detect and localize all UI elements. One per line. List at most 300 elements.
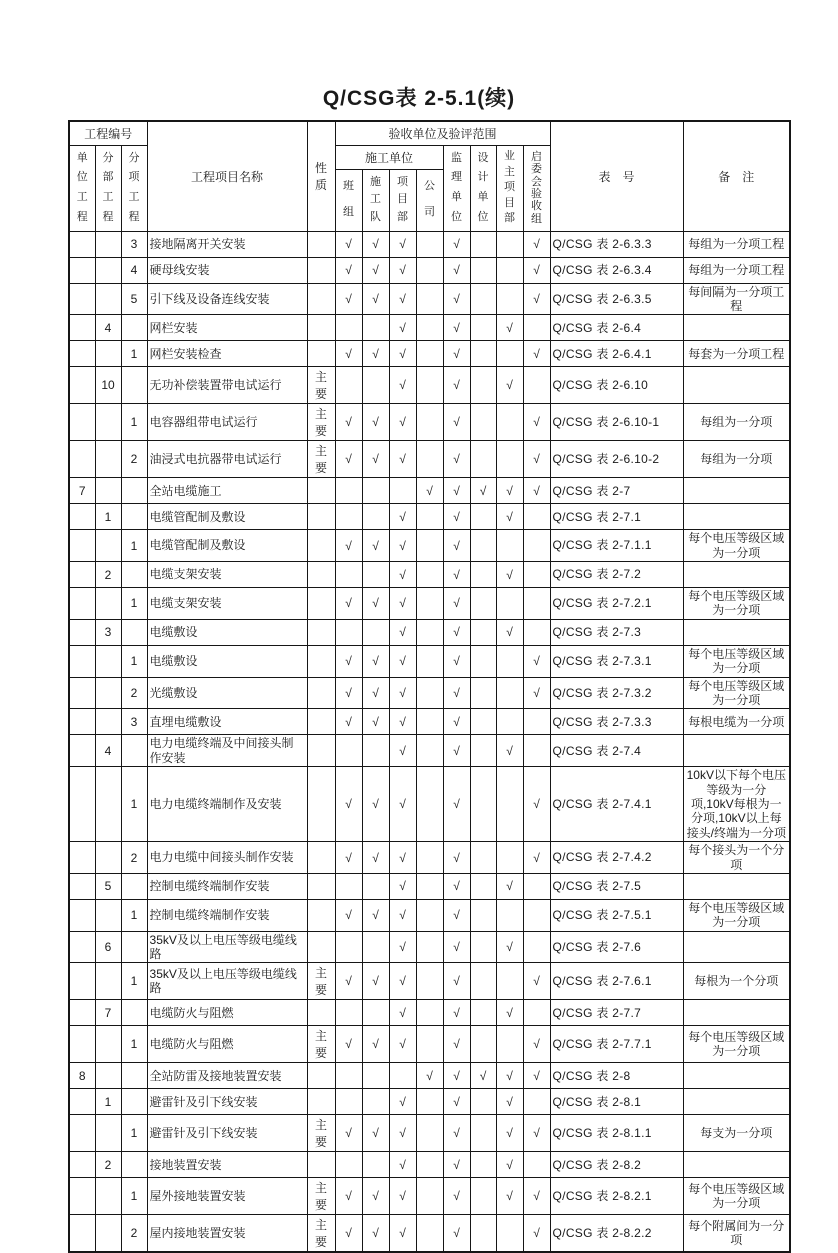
check-startup-committee bbox=[523, 504, 550, 530]
check-project-dept: √ bbox=[389, 257, 416, 283]
nature-cell bbox=[307, 677, 335, 709]
check-team bbox=[335, 619, 362, 645]
check-owner-project-dept bbox=[496, 231, 523, 257]
check-company bbox=[416, 1089, 443, 1115]
nature-cell bbox=[307, 1063, 335, 1089]
item-project-no: 1 bbox=[121, 530, 147, 562]
table-row bbox=[69, 1089, 790, 1115]
form-no-cell: Q/CSG 表 2-7.5 bbox=[550, 873, 683, 899]
unit-project-no: 8 bbox=[69, 1063, 95, 1089]
check-team: √ bbox=[335, 530, 362, 562]
check-crew bbox=[362, 1000, 389, 1026]
check-crew: √ bbox=[362, 645, 389, 677]
check-design-unit: √ bbox=[470, 478, 496, 504]
check-project-dept: √ bbox=[389, 367, 416, 404]
project-name-cell: 电缆防火与阻燃 bbox=[147, 1000, 307, 1026]
project-name-cell: 接地装置安装 bbox=[147, 1152, 307, 1178]
remark-cell: 每个电压等级区域为一分项 bbox=[683, 530, 790, 562]
table-row bbox=[69, 677, 790, 709]
nature-cell bbox=[307, 709, 335, 735]
project-name-cell: 硬母线安装 bbox=[147, 257, 307, 283]
item-project-no bbox=[121, 478, 147, 504]
project-name-cell: 引下线及设备连线安装 bbox=[147, 283, 307, 315]
nature-cell bbox=[307, 283, 335, 315]
form-no-cell: Q/CSG 表 2-7.1 bbox=[550, 504, 683, 530]
form-no-cell: Q/CSG 表 2-7.3.3 bbox=[550, 709, 683, 735]
nature-cell bbox=[307, 899, 335, 931]
check-project-dept: √ bbox=[389, 1178, 416, 1215]
remark-header: 备 注 bbox=[683, 121, 790, 231]
unit-project-no bbox=[69, 735, 95, 767]
check-company bbox=[416, 231, 443, 257]
project-name-header: 工程项目名称 bbox=[147, 121, 307, 231]
table-row bbox=[69, 562, 790, 588]
nature-cell bbox=[307, 619, 335, 645]
form-no-cell: Q/CSG 表 2-7.5.1 bbox=[550, 899, 683, 931]
check-team: √ bbox=[335, 1026, 362, 1063]
check-team bbox=[335, 1152, 362, 1178]
unit-project-no bbox=[69, 767, 95, 842]
check-project-dept: √ bbox=[389, 645, 416, 677]
check-startup-committee bbox=[523, 588, 550, 620]
check-owner-project-dept: √ bbox=[496, 735, 523, 767]
division-project-no: 1 bbox=[95, 1089, 121, 1115]
check-design-unit bbox=[470, 677, 496, 709]
remark-cell bbox=[683, 504, 790, 530]
startup-committee-label: 启委会验收组 bbox=[531, 150, 543, 225]
check-supervision-unit: √ bbox=[443, 315, 470, 341]
remark-cell: 每组为一分项工程 bbox=[683, 231, 790, 257]
check-team: √ bbox=[335, 677, 362, 709]
check-company bbox=[416, 1026, 443, 1063]
supervision-unit-label: 监理单位 bbox=[451, 151, 463, 223]
check-crew: √ bbox=[362, 1115, 389, 1152]
division-project-no: 2 bbox=[95, 1152, 121, 1178]
check-company bbox=[416, 619, 443, 645]
division-project-no bbox=[95, 1063, 121, 1089]
table-row bbox=[69, 1215, 790, 1253]
remark-cell: 每个接头为一个分项 bbox=[683, 842, 790, 874]
design-unit-label: 设计单位 bbox=[477, 151, 489, 223]
unit-project-no bbox=[69, 1152, 95, 1178]
project-name-cell: 直埋电缆敷设 bbox=[147, 709, 307, 735]
form-no-cell: Q/CSG 表 2-7.6.1 bbox=[550, 963, 683, 1000]
table-row bbox=[69, 1178, 790, 1215]
check-team: √ bbox=[335, 257, 362, 283]
nature-cell bbox=[307, 562, 335, 588]
check-team: √ bbox=[335, 588, 362, 620]
division-project-no: 3 bbox=[95, 619, 121, 645]
item-project-no bbox=[121, 367, 147, 404]
construction-unit-header: 施工单位 bbox=[335, 145, 443, 169]
table-row bbox=[69, 315, 790, 341]
check-company bbox=[416, 530, 443, 562]
check-supervision-unit: √ bbox=[443, 1026, 470, 1063]
division-project-no bbox=[95, 588, 121, 620]
check-startup-committee bbox=[523, 367, 550, 404]
check-project-dept: √ bbox=[389, 315, 416, 341]
remark-cell bbox=[683, 873, 790, 899]
division-project-no bbox=[95, 1215, 121, 1253]
nature-cell: 主要 bbox=[307, 441, 335, 478]
check-owner-project-dept bbox=[496, 645, 523, 677]
check-project-dept: √ bbox=[389, 404, 416, 441]
item-project-no: 1 bbox=[121, 767, 147, 842]
check-supervision-unit: √ bbox=[443, 619, 470, 645]
check-crew bbox=[362, 315, 389, 341]
nature-cell bbox=[307, 931, 335, 963]
division-project-no bbox=[95, 257, 121, 283]
item-project-no: 1 bbox=[121, 1115, 147, 1152]
check-company bbox=[416, 441, 443, 478]
check-crew: √ bbox=[362, 283, 389, 315]
table-row bbox=[69, 735, 790, 767]
form-no-cell: Q/CSG 表 2-8.2.2 bbox=[550, 1215, 683, 1253]
check-supervision-unit: √ bbox=[443, 1178, 470, 1215]
form-no-cell: Q/CSG 表 2-6.3.4 bbox=[550, 257, 683, 283]
check-design-unit bbox=[470, 899, 496, 931]
check-supervision-unit: √ bbox=[443, 963, 470, 1000]
check-owner-project-dept: √ bbox=[496, 367, 523, 404]
check-crew: √ bbox=[362, 441, 389, 478]
unit-project-no bbox=[69, 842, 95, 874]
check-supervision-unit: √ bbox=[443, 441, 470, 478]
item-project-no: 1 bbox=[121, 645, 147, 677]
check-supervision-unit: √ bbox=[443, 645, 470, 677]
check-startup-committee bbox=[523, 315, 550, 341]
check-project-dept: √ bbox=[389, 530, 416, 562]
check-owner-project-dept: √ bbox=[496, 1063, 523, 1089]
division-project-no bbox=[95, 677, 121, 709]
item-project-no: 2 bbox=[121, 1215, 147, 1253]
check-owner-project-dept bbox=[496, 588, 523, 620]
check-team: √ bbox=[335, 404, 362, 441]
team-label: 班组 bbox=[343, 180, 355, 218]
check-owner-project-dept: √ bbox=[496, 478, 523, 504]
division-project-no bbox=[95, 231, 121, 257]
division-project-no: 10 bbox=[95, 367, 121, 404]
nature-cell bbox=[307, 842, 335, 874]
table-row bbox=[69, 367, 790, 404]
check-company bbox=[416, 1115, 443, 1152]
check-company bbox=[416, 404, 443, 441]
nature-cell bbox=[307, 231, 335, 257]
check-company bbox=[416, 1215, 443, 1253]
check-team: √ bbox=[335, 1215, 362, 1253]
check-design-unit bbox=[470, 645, 496, 677]
check-supervision-unit: √ bbox=[443, 677, 470, 709]
check-project-dept: √ bbox=[389, 441, 416, 478]
check-project-dept: √ bbox=[389, 341, 416, 367]
project-name-cell: 接地隔离开关安装 bbox=[147, 231, 307, 257]
check-supervision-unit: √ bbox=[443, 367, 470, 404]
item-project-no bbox=[121, 562, 147, 588]
check-supervision-unit: √ bbox=[443, 709, 470, 735]
check-design-unit bbox=[470, 341, 496, 367]
check-owner-project-dept bbox=[496, 441, 523, 478]
owner-project-dept-label: 业主项目部 bbox=[504, 149, 516, 225]
check-crew bbox=[362, 367, 389, 404]
remark-cell bbox=[683, 315, 790, 341]
check-team bbox=[335, 478, 362, 504]
check-crew bbox=[362, 1063, 389, 1089]
remark-cell bbox=[683, 619, 790, 645]
form-no-cell: Q/CSG 表 2-7.7.1 bbox=[550, 1026, 683, 1063]
check-company: √ bbox=[416, 1063, 443, 1089]
check-company bbox=[416, 899, 443, 931]
project-name-cell: 全站防雷及接地装置安装 bbox=[147, 1063, 307, 1089]
check-team bbox=[335, 504, 362, 530]
check-owner-project-dept: √ bbox=[496, 1115, 523, 1152]
remark-cell: 10kV以下每个电压等级为一分项,10kV每根为一分项,10kV以上每接头/终端为一分项 bbox=[683, 767, 790, 842]
unit-project-no bbox=[69, 1178, 95, 1215]
item-project-no: 1 bbox=[121, 404, 147, 441]
acceptance-table bbox=[68, 120, 791, 1253]
table-body bbox=[69, 231, 790, 1252]
check-team: √ bbox=[335, 1115, 362, 1152]
form-no-cell: Q/CSG 表 2-6.10-1 bbox=[550, 404, 683, 441]
form-no-cell: Q/CSG 表 2-6.4.1 bbox=[550, 341, 683, 367]
check-team: √ bbox=[335, 899, 362, 931]
check-project-dept: √ bbox=[389, 931, 416, 963]
check-project-dept: √ bbox=[389, 1089, 416, 1115]
table-row bbox=[69, 504, 790, 530]
division-project-no bbox=[95, 767, 121, 842]
check-design-unit bbox=[470, 735, 496, 767]
check-team: √ bbox=[335, 645, 362, 677]
check-design-unit bbox=[470, 504, 496, 530]
nature-cell bbox=[307, 767, 335, 842]
table-row bbox=[69, 1063, 790, 1089]
check-supervision-unit: √ bbox=[443, 478, 470, 504]
check-crew: √ bbox=[362, 588, 389, 620]
form-no-cell: Q/CSG 表 2-6.3.3 bbox=[550, 231, 683, 257]
check-owner-project-dept: √ bbox=[496, 619, 523, 645]
check-design-unit bbox=[470, 367, 496, 404]
nature-cell: 主要 bbox=[307, 1178, 335, 1215]
check-startup-committee: √ bbox=[523, 645, 550, 677]
project-name-cell: 无功补偿装置带电试运行 bbox=[147, 367, 307, 404]
project-dept-header bbox=[389, 169, 416, 231]
check-startup-committee: √ bbox=[523, 283, 550, 315]
table-row bbox=[69, 1152, 790, 1178]
check-team: √ bbox=[335, 767, 362, 842]
check-supervision-unit: √ bbox=[443, 735, 470, 767]
check-design-unit bbox=[470, 283, 496, 315]
nature-cell bbox=[307, 1000, 335, 1026]
table-row bbox=[69, 1115, 790, 1152]
check-company bbox=[416, 562, 443, 588]
check-crew: √ bbox=[362, 963, 389, 1000]
check-crew: √ bbox=[362, 767, 389, 842]
check-design-unit bbox=[470, 1089, 496, 1115]
remark-cell: 每个电压等级区域为一分项 bbox=[683, 645, 790, 677]
item-project-no: 1 bbox=[121, 899, 147, 931]
table-row bbox=[69, 257, 790, 283]
check-company bbox=[416, 341, 443, 367]
check-project-dept: √ bbox=[389, 963, 416, 1000]
check-supervision-unit: √ bbox=[443, 562, 470, 588]
item-project-no bbox=[121, 1152, 147, 1178]
unit-project-header bbox=[69, 145, 95, 231]
project-name-cell: 电力电缆终端制作及安装 bbox=[147, 767, 307, 842]
division-project-no bbox=[95, 441, 121, 478]
nature-cell bbox=[307, 315, 335, 341]
check-team bbox=[335, 315, 362, 341]
check-supervision-unit: √ bbox=[443, 257, 470, 283]
check-supervision-unit: √ bbox=[443, 404, 470, 441]
project-name-cell: 光缆敷设 bbox=[147, 677, 307, 709]
remark-cell: 每个电压等级区域为一分项 bbox=[683, 899, 790, 931]
company-header bbox=[416, 169, 443, 231]
unit-project-no bbox=[69, 562, 95, 588]
check-team bbox=[335, 873, 362, 899]
company-label: 公司 bbox=[424, 180, 436, 218]
project-name-cell: 控制电缆终端制作安装 bbox=[147, 873, 307, 899]
check-company bbox=[416, 963, 443, 1000]
check-project-dept: √ bbox=[389, 1026, 416, 1063]
unit-project-no bbox=[69, 677, 95, 709]
unit-project-no bbox=[69, 873, 95, 899]
check-team bbox=[335, 1000, 362, 1026]
check-startup-committee bbox=[523, 873, 550, 899]
table-row bbox=[69, 404, 790, 441]
division-project-no: 5 bbox=[95, 873, 121, 899]
check-project-dept: √ bbox=[389, 709, 416, 735]
nature-cell bbox=[307, 530, 335, 562]
check-design-unit bbox=[470, 441, 496, 478]
check-supervision-unit: √ bbox=[443, 1089, 470, 1115]
remark-cell bbox=[683, 1000, 790, 1026]
table-row bbox=[69, 441, 790, 478]
division-project-no bbox=[95, 341, 121, 367]
check-startup-committee bbox=[523, 709, 550, 735]
check-supervision-unit: √ bbox=[443, 231, 470, 257]
check-supervision-unit: √ bbox=[443, 767, 470, 842]
table-row bbox=[69, 619, 790, 645]
item-project-no: 1 bbox=[121, 1026, 147, 1063]
check-supervision-unit: √ bbox=[443, 1215, 470, 1253]
unit-project-no bbox=[69, 1026, 95, 1063]
remark-cell bbox=[683, 1089, 790, 1115]
unit-project-no bbox=[69, 899, 95, 931]
check-owner-project-dept: √ bbox=[496, 1152, 523, 1178]
check-supervision-unit: √ bbox=[443, 899, 470, 931]
nature-cell: 主要 bbox=[307, 1026, 335, 1063]
form-no-cell: Q/CSG 表 2-7.4 bbox=[550, 735, 683, 767]
unit-project-no bbox=[69, 1215, 95, 1253]
check-owner-project-dept: √ bbox=[496, 562, 523, 588]
project-name-cell: 电缆支架安装 bbox=[147, 588, 307, 620]
crew-header bbox=[362, 169, 389, 231]
check-startup-committee: √ bbox=[523, 1026, 550, 1063]
item-project-no: 4 bbox=[121, 257, 147, 283]
check-design-unit bbox=[470, 315, 496, 341]
table-row bbox=[69, 963, 790, 1000]
check-owner-project-dept: √ bbox=[496, 1000, 523, 1026]
check-project-dept: √ bbox=[389, 1215, 416, 1253]
check-supervision-unit: √ bbox=[443, 1115, 470, 1152]
check-owner-project-dept: √ bbox=[496, 1178, 523, 1215]
table-row bbox=[69, 231, 790, 257]
check-design-unit bbox=[470, 963, 496, 1000]
nature-cell bbox=[307, 257, 335, 283]
check-design-unit bbox=[470, 257, 496, 283]
unit-project-no bbox=[69, 588, 95, 620]
item-project-no bbox=[121, 1089, 147, 1115]
remark-cell: 每支为一分项 bbox=[683, 1115, 790, 1152]
form-no-cell: Q/CSG 表 2-7.1.1 bbox=[550, 530, 683, 562]
check-design-unit bbox=[470, 1178, 496, 1215]
nature-cell bbox=[307, 341, 335, 367]
check-crew bbox=[362, 735, 389, 767]
item-project-no: 1 bbox=[121, 1178, 147, 1215]
project-name-cell: 电缆支架安装 bbox=[147, 562, 307, 588]
remark-cell: 每组为一分项 bbox=[683, 441, 790, 478]
remark-cell: 每根电缆为一分项 bbox=[683, 709, 790, 735]
check-owner-project-dept bbox=[496, 963, 523, 1000]
check-design-unit bbox=[470, 1026, 496, 1063]
form-no-cell: Q/CSG 表 2-7.7 bbox=[550, 1000, 683, 1026]
division-project-no bbox=[95, 1026, 121, 1063]
check-owner-project-dept: √ bbox=[496, 504, 523, 530]
page-title: Q/CSG表 2-5.1(续) bbox=[322, 87, 516, 110]
remark-cell: 每个附属间为一分项 bbox=[683, 1215, 790, 1253]
check-startup-committee: √ bbox=[523, 1215, 550, 1253]
check-owner-project-dept bbox=[496, 1026, 523, 1063]
check-owner-project-dept: √ bbox=[496, 931, 523, 963]
table-header bbox=[69, 121, 790, 231]
design-unit-header bbox=[470, 145, 496, 231]
form-no-cell: Q/CSG 表 2-7.2.1 bbox=[550, 588, 683, 620]
check-crew: √ bbox=[362, 530, 389, 562]
remark-cell bbox=[683, 367, 790, 404]
table-row bbox=[69, 767, 790, 842]
unit-project-no bbox=[69, 504, 95, 530]
check-supervision-unit: √ bbox=[443, 931, 470, 963]
form-no-header: 表 号 bbox=[550, 121, 683, 231]
check-crew: √ bbox=[362, 1178, 389, 1215]
check-startup-committee: √ bbox=[523, 1178, 550, 1215]
check-team: √ bbox=[335, 1178, 362, 1215]
check-company bbox=[416, 1000, 443, 1026]
table-row bbox=[69, 283, 790, 315]
item-project-no bbox=[121, 315, 147, 341]
check-startup-committee: √ bbox=[523, 677, 550, 709]
project-name-cell: 网栏安装 bbox=[147, 315, 307, 341]
item-project-no bbox=[121, 504, 147, 530]
check-project-dept: √ bbox=[389, 588, 416, 620]
project-name-cell: 网栏安装检查 bbox=[147, 341, 307, 367]
remark-cell: 每套为一分项工程 bbox=[683, 341, 790, 367]
check-crew: √ bbox=[362, 677, 389, 709]
form-no-cell: Q/CSG 表 2-8.2.1 bbox=[550, 1178, 683, 1215]
check-team: √ bbox=[335, 441, 362, 478]
nature-cell: 主要 bbox=[307, 963, 335, 1000]
check-owner-project-dept bbox=[496, 677, 523, 709]
item-project-no bbox=[121, 931, 147, 963]
check-startup-committee bbox=[523, 931, 550, 963]
check-supervision-unit: √ bbox=[443, 283, 470, 315]
project-name-cell: 35kV及以上电压等级电缆线路 bbox=[147, 931, 307, 963]
check-owner-project-dept bbox=[496, 341, 523, 367]
check-supervision-unit: √ bbox=[443, 504, 470, 530]
unit-project-no bbox=[69, 1000, 95, 1026]
check-design-unit bbox=[470, 842, 496, 874]
team-header bbox=[335, 169, 362, 231]
check-design-unit bbox=[470, 1215, 496, 1253]
item-project-no: 5 bbox=[121, 283, 147, 315]
